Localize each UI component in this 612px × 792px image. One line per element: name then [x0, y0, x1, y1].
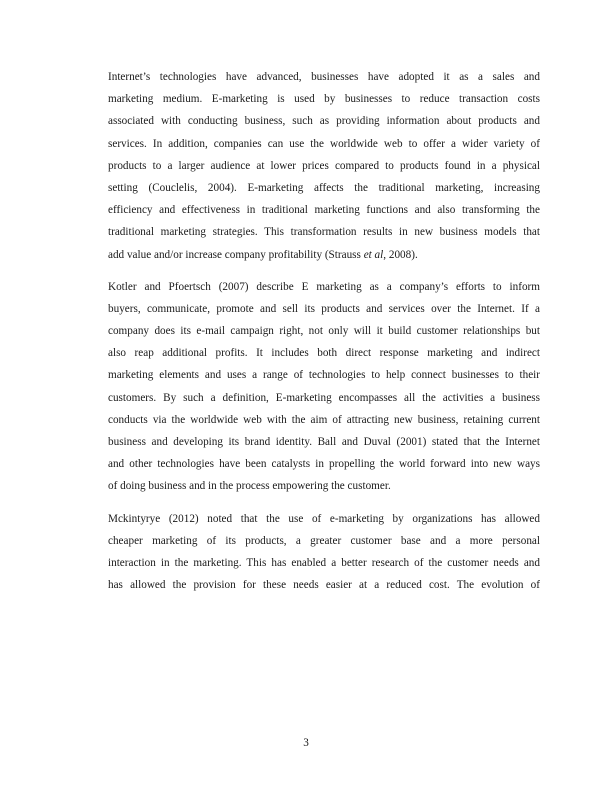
- body-text: [108, 66, 540, 606]
- text-line: buyers, communicate, promote and sell its products and services over the Internet. If a: [108, 302, 540, 315]
- text-line: traditional marketing strategies. This transformation results in new business models that: [108, 226, 540, 239]
- text-line: associated with conducting business, such as providing information about products and: [108, 115, 540, 128]
- text-line: Kotler and Pfoertsch (2007) describe E marketing as a company’s efforts to inform: [108, 280, 540, 293]
- text-line: also reap additional profits. It includes both direct response marketing and indirect: [108, 347, 540, 360]
- paragraph-2: [108, 276, 540, 498]
- text-line: Internet’s technologies have advanced, businesses have adopted it as a sales and: [108, 71, 540, 83]
- paragraph-3: [108, 508, 540, 597]
- text-line: setting (Couclelis, 2004). E-marketing affects the traditional marketing, increasing: [108, 181, 540, 194]
- text-line: conducts via the worldwide web with the aim of attracting new business, retaining current: [108, 413, 540, 426]
- paragraph-1: [108, 66, 540, 266]
- text-line: has allowed the provision for these needs easier at a reduced cost. The evolution of: [108, 579, 540, 592]
- text-line: efficiency and effectiveness in traditional marketing functions and also transforming the: [108, 204, 540, 217]
- text-line: marketing elements and uses a range of technologies to help connect businesses to their: [108, 369, 540, 382]
- text-line: and other technologies have been catalysts in propelling the world forward into new ways: [108, 458, 540, 471]
- text-line: business and developing its brand identity. Ball and Duval (2001) stated that the Internet: [108, 436, 540, 448]
- text-line: Mckintyrye (2012) noted that the use of e-marketing by organizations has allowed: [108, 512, 540, 525]
- page-number: 3: [303, 737, 309, 749]
- text-line: interaction in the marketing. This has enabled a better research of the customer needs and: [108, 556, 540, 569]
- text-line: of doing business and in the process empowering the customer.: [108, 480, 391, 493]
- text-line: marketing medium. E-marketing is used by businesses to reduce transaction costs: [108, 93, 540, 106]
- text-line: company does its e-mail campaign right, not only will it build customer relationships but: [108, 325, 540, 338]
- text-line: add value and/or increase company profitability (Strauss et al, 2008).: [108, 248, 418, 261]
- text-line: services. In addition, companies can use the worldwide web to offer a wider variety of: [108, 137, 540, 150]
- text-line: customers. By such a definition, E-marketing encompasses all the activities a business: [108, 391, 540, 404]
- text-line: products to a larger audience at lower prices compared to products found in a physical: [108, 159, 540, 172]
- text-line: cheaper marketing of its products, a greater customer base and a more personal: [108, 534, 540, 547]
